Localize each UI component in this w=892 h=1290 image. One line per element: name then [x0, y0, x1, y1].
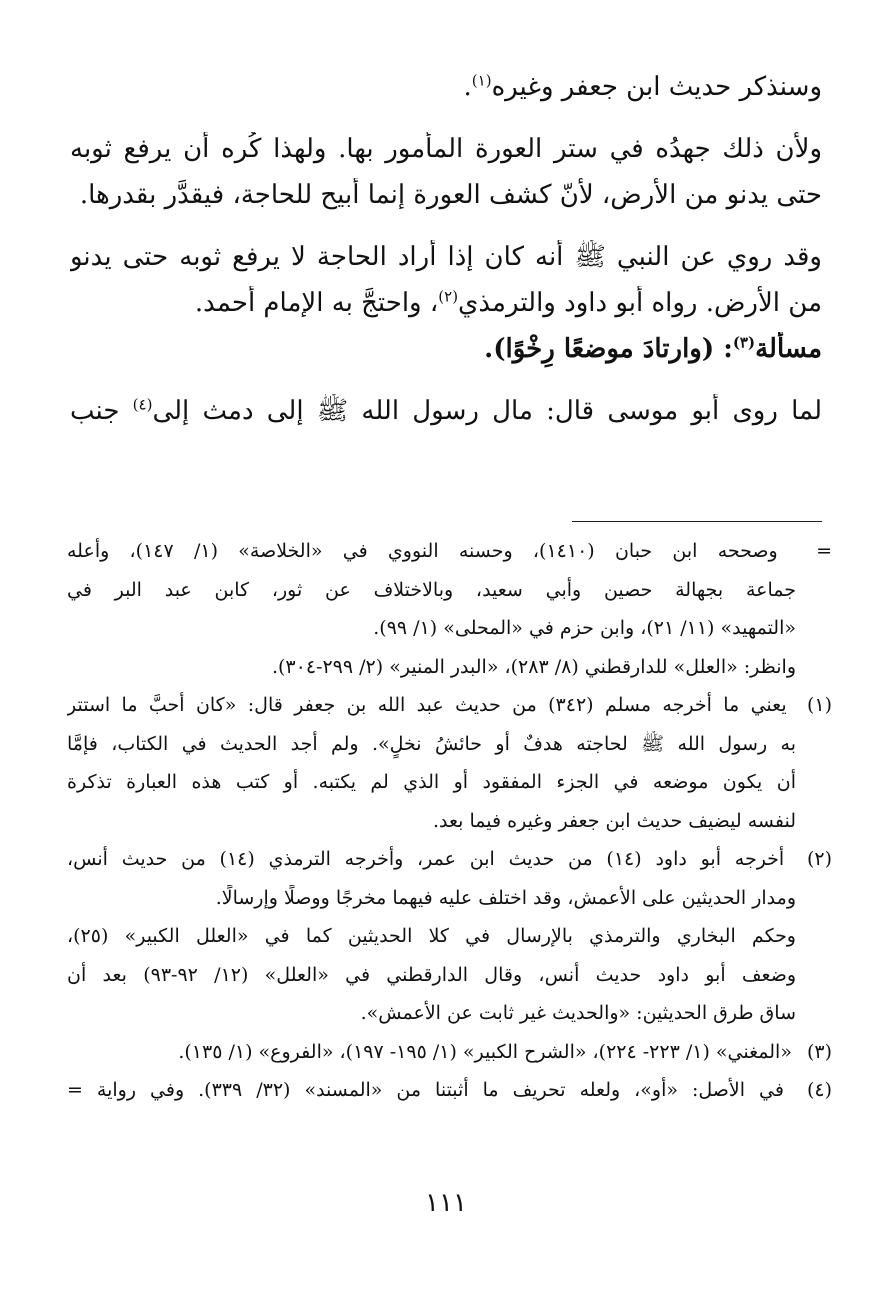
text-line	[70, 178, 822, 224]
footnote-line	[67, 654, 832, 693]
line-text-after: جنب	[70, 396, 133, 426]
footnote-line	[67, 769, 832, 808]
footnote-text: في الأصل: «أو»، ولعله تحريف ما أثبتنا من «المسند» (٣٢/ ٣٣٩). وفي رواية =	[67, 1079, 784, 1101]
footnote-number: (٣)	[806, 1040, 832, 1063]
footnote-line	[67, 1039, 832, 1078]
footnote-line	[67, 885, 832, 924]
paragraph-gap	[70, 224, 822, 240]
footnote-text: وصححه ابن حبان (١٤١٠)، وحسنه النووي في «الخلاصة» (١/ ١٤٧)، وأعله	[67, 540, 778, 562]
footnote-text: وانظر: «العلل» للدارقطني (٨/ ٢٨٣)، «البدر المنير» (٢/ ٢٩٩-٣٠٤).	[271, 655, 796, 678]
footnote-text: لنفسه ليضيف حديث ابن جعفر وغيره فيما بعد.	[433, 809, 796, 832]
main-text	[70, 70, 822, 440]
footnote-text: ساق طرق الحديثين: «والحديث غير ثابت عن الأعمش».	[360, 1002, 796, 1024]
footnote-line	[67, 923, 832, 962]
footnote-line	[67, 577, 832, 616]
footnote-line	[67, 1077, 832, 1116]
text-line	[70, 394, 822, 440]
footnote-marker: (٤)	[132, 395, 153, 414]
line-text-after: : (وارتادَ موضعًا رِخْوًا).	[484, 334, 733, 364]
line-text-after: .	[463, 72, 472, 102]
line-text: لما روى أبو موسى قال: مال رسول الله ﷺ إلى دمث إلى	[152, 396, 822, 426]
footnote-number: (١)	[806, 694, 832, 716]
footnote-marker: (١)	[471, 71, 492, 90]
footnote-text: أخرجه أبو داود (١٤) من حديث ابن عمر، وأخرجه الترمذي (١٤) من حديث أنس،	[67, 848, 785, 870]
footnote-line	[67, 615, 832, 654]
text-line	[70, 240, 822, 286]
footnote-line	[67, 692, 832, 731]
footnote-line	[67, 731, 832, 770]
footnote-text: ومدار الحديثين على الأعمش، وقد اختلف عليه فيهما مخرجًا ووصلًا وإرسالًا.	[215, 886, 796, 909]
footnote-separator	[572, 521, 822, 522]
footnote-line	[67, 846, 832, 885]
text-line	[70, 70, 822, 116]
line-text: ولأن ذلك جهدُه في ستر العورة المأمور بها. ولهذا كُره أن يرفع ثوبه	[70, 134, 822, 164]
footnote-text: «المغني» (١/ ٢٢٣- ٢٢٤)، «الشرح الكبير» (١/ ١٩٥- ١٩٧)، «الفروع» (١/ ١٣٥).	[178, 1040, 792, 1063]
line-text: من الأرض. رواه أبو داود والترمذي	[458, 288, 822, 318]
footnote-text: «التمهيد» (١١/ ٢١)، وابن حزم في «المحلى» (١/ ٩٩).	[373, 617, 796, 639]
line-text-after: ، واحتجَّ به الإمام أحمد.	[194, 288, 439, 318]
footnote-text: يعني ما أخرجه مسلم (٣٤٢) من حديث عبد الله بن جعفر قال: «كان أحبَّ ما استتر	[67, 694, 787, 716]
footnote-text: وحكم البخاري والترمذي بالإرسال في كلا الحديثين كما في «العلل الكبير» (٢٥)،	[67, 925, 796, 947]
line-text: حتى يدنو من الأرض، لأنّ كشف العورة إنما أبيح للحاجة، فيقدَّر بقدرها.	[79, 180, 822, 210]
footnote-text: أن يكون موضعه في الجزء المفقود أو الذي لم يكتبه. أو كتب هذه العبارة تذكرة	[67, 771, 796, 793]
footnote-text: وضعف أبو داود حديث أنس، وقال الدارقطني في «العلل» (١٢/ ٩٢-٩٣) بعد أن	[67, 963, 797, 986]
line-text: وسنذكر حديث ابن جعفر وغيره	[491, 72, 822, 102]
footnote-marker: (٣)	[732, 333, 756, 352]
paragraph-gap	[70, 116, 822, 132]
footnote-text: جماعة بجهالة حصين وأبي سعيد، وبالاختلاف عن ثور، كابن عبد البر في	[67, 578, 796, 601]
footnote-text: به رسول الله ﷺ لحاجته هدفٌ أو حائشُ نخلٍ». ولم أجد الحديث في الكتاب، فإمَّا	[67, 732, 796, 755]
page-number: ١١١	[425, 1188, 467, 1218]
footnote-line	[67, 808, 832, 847]
text-line	[70, 332, 822, 378]
footnote-line	[67, 1000, 832, 1039]
footnote-marker: (٢)	[438, 287, 459, 306]
line-text: مسألة	[755, 334, 822, 364]
footnote-number: (٤)	[806, 1079, 832, 1101]
footnote-number: (٢)	[806, 848, 832, 870]
paragraph-gap	[70, 378, 822, 394]
line-text: وقد روي عن النبي ﷺ أنه كان إذا أراد الحاجة لا يرفع ثوبه حتى يدنو	[70, 242, 822, 272]
text-line	[70, 132, 822, 178]
footnote-number: =	[816, 540, 832, 562]
footnote-line	[67, 538, 832, 577]
footnotes	[67, 538, 832, 1116]
footnote-line	[67, 962, 832, 1001]
text-line	[70, 286, 822, 332]
